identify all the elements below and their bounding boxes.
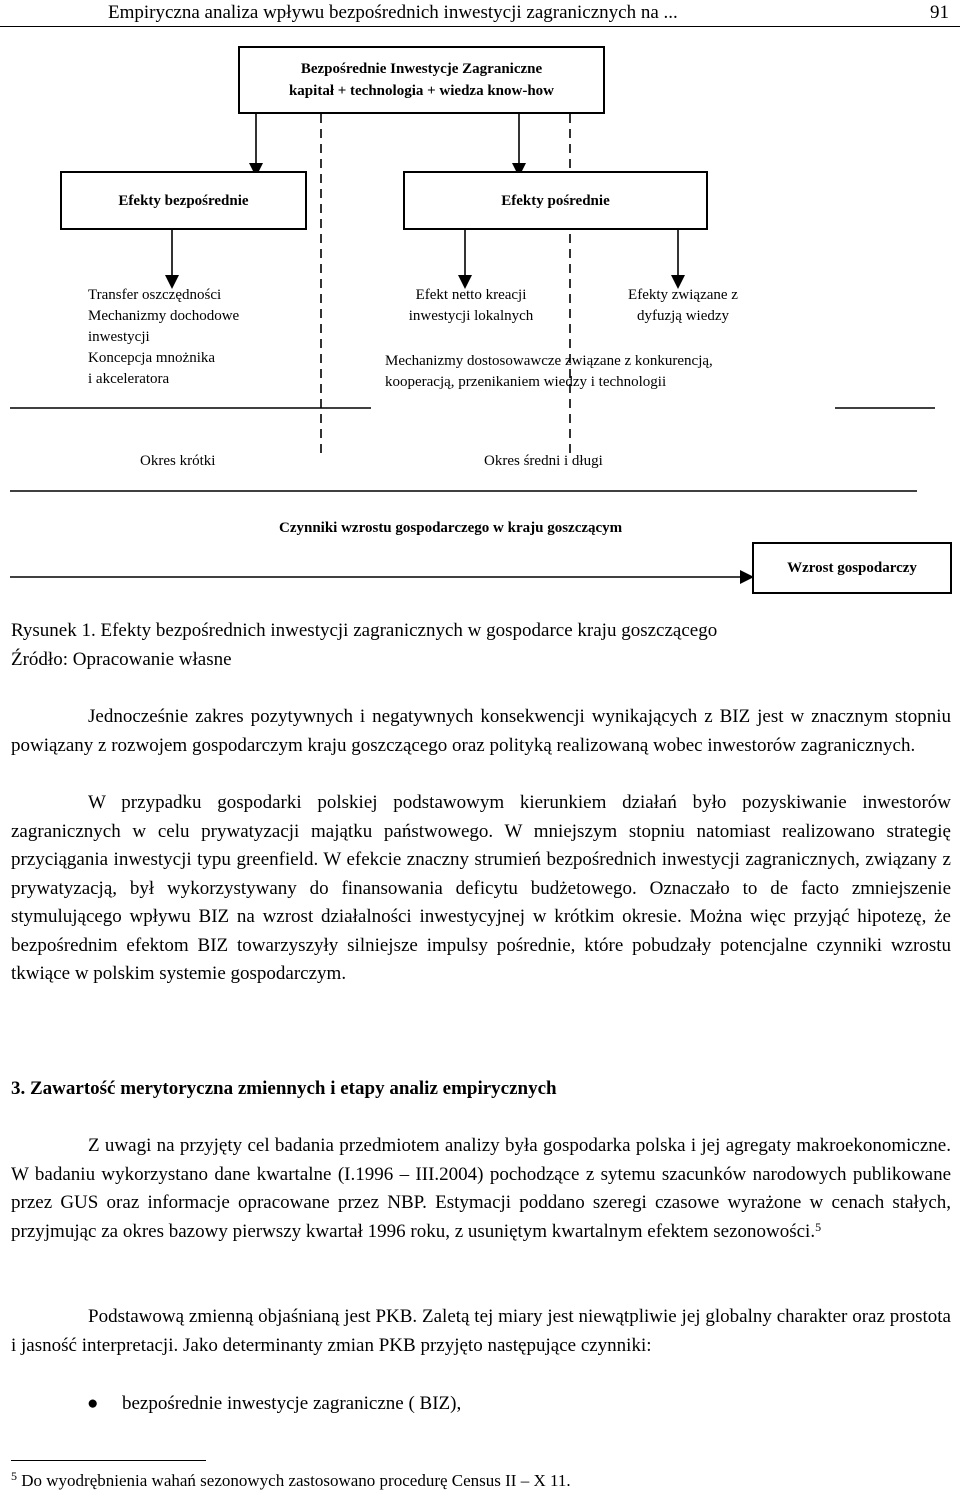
adaptive-mechanisms xyxy=(385,351,713,393)
paragraph-3-text: Z uwagi na przyjęty cel badania przedmiotem analizy była gospodarka polska i jej agregaty makroekonomiczne. W badaniu wykorzystano dane kwartalne (I.1996 – III.2004) pochodzące z sytemu szacunków narodowych publikowane przez GUS oraz informacje opracowane przez NBP. Estymacji poddano szeregi czasowe wyrażone w cenach stałych, przyjmując za okres bazowy pierwszy kwartał 1996 roku, z usuniętym kwartalnym efektem sezonowości. xyxy=(11,1135,951,1242)
indirect-effects-label: Efekty pośrednie xyxy=(501,192,610,209)
fdi-top-box xyxy=(238,46,605,114)
economic-growth-box xyxy=(752,542,952,594)
paragraph-4: Podstawową zmienną objaśnianą jest PKB. Zaletą tej miary jest niewątpliwie jej globalny charakter oraz prostota i jasność interpretacji. Jako determinanty zmian PKB przyjęto następujące czynniki: xyxy=(11,1306,951,1356)
fdi-top-box-line2: kapitał + technologia + wiedza know-how xyxy=(288,83,555,99)
local-investment-line: inwestycji lokalnych xyxy=(408,308,534,324)
footnote-reference[interactable]: 5 xyxy=(815,1219,822,1234)
direct-effects-label: Efekty bezpośrednie xyxy=(118,192,249,209)
footnote-number: 5 xyxy=(11,1469,17,1483)
figure-caption: Rysunek 1. Efekty bezpośrednich inwestycji zagranicznych w gospodarce kraju goszczącego xyxy=(11,620,718,641)
knowledge-diffusion-line: Efekty związane z xyxy=(628,287,738,303)
local-investment-effect xyxy=(385,285,557,327)
adaptive-mechanisms-line: Mechanizmy dostosowawcze związane z konkurencją, xyxy=(385,353,713,369)
running-header-title: Empiryczna analiza wpływu bezpośrednich inwestycji zagranicznych na ... xyxy=(108,2,678,23)
paragraph-1: Jednocześnie zakres pozytywnych i negatywnych konsekwencji wynikających z BIZ jest w znacznym stopniu powiązany z rozwojem gospodarczym kraju goszczącego oraz polityką realizowaną wobec inwestorów zagranicznych. xyxy=(11,706,951,756)
knowledge-diffusion-line: dyfuzją wiedzy xyxy=(636,308,730,324)
paragraph-3 xyxy=(11,1132,951,1246)
local-investment-line: Efekt netto kreacji xyxy=(415,287,527,303)
page-number: 91 xyxy=(930,2,949,23)
figure-source: Źródło: Opracowanie własne xyxy=(11,649,232,670)
paragraph-2: W przypadku gospodarki polskiej podstawowym kierunkiem działań było pozyskiwanie inwestorów zagranicznych w celu prywatyzacji majątku państwowego. W mniejszym stopniu natomiast realizowano strategię przyciągania inwestycji typu greenfield. W efekcie znaczny strumień bezpośrednich inwestycji zagranicznych, związany z prywatyzacją, był wykorzystywany do finansowania deficytu budżetowego. Oznaczało to de facto zmniejszenie stymulującego wpływu BIZ na wzrost działalności inwestycyjnej w krótkim okresie. Można więc przyjąć hipotezę, że bezpośrednim efektom BIZ towarzyszyły silniejsze impulsy pośrednie, które pobudzały potencjalne czynniki wzrostu tkwiące w polskim systemie gospodarczym. xyxy=(11,792,951,984)
bullet-icon: ● xyxy=(87,1393,99,1414)
direct-list-item: Mechanizmy dochodowe xyxy=(88,308,240,324)
direct-effects-box xyxy=(60,171,307,230)
footnote-text: Do wyodrębnienia wahań sezonowych zastosowano procedurę Census II – X 11. xyxy=(21,1471,571,1490)
fdi-top-box-line1: Bezpośrednie Inwestycje Zagraniczne xyxy=(300,61,543,77)
direct-list-item: Koncepcja mnożnika xyxy=(88,350,216,366)
direct-list-item: i akceleratora xyxy=(88,371,170,387)
section-heading: 3. Zawartość merytoryczna zmiennych i etapy analiz empirycznych xyxy=(11,1078,557,1099)
indirect-effects-box xyxy=(403,171,708,230)
direct-list-item: inwestycji xyxy=(88,329,150,345)
medium-long-period-label: Okres średni i długi xyxy=(484,453,603,469)
short-period-label: Okres krótki xyxy=(140,453,216,469)
footnote-rule xyxy=(11,1460,206,1461)
direct-list-item: Transfer oszczędności xyxy=(88,287,222,303)
knowledge-diffusion-effect xyxy=(608,285,758,327)
adaptive-mechanisms-line: kooperacją, przenikaniem wiedzy i technologii xyxy=(385,374,667,390)
bullet-text: bezpośrednie inwestycje zagraniczne ( BIZ), xyxy=(122,1393,462,1414)
bullet-list-item xyxy=(11,1390,951,1418)
economic-growth-label: Wzrost gospodarczy xyxy=(787,560,917,576)
growth-factors-label: Czynniki wzrostu gospodarczego w kraju goszczącym xyxy=(279,520,623,536)
footnote xyxy=(11,1468,571,1494)
direct-mechanisms-list xyxy=(88,285,239,390)
